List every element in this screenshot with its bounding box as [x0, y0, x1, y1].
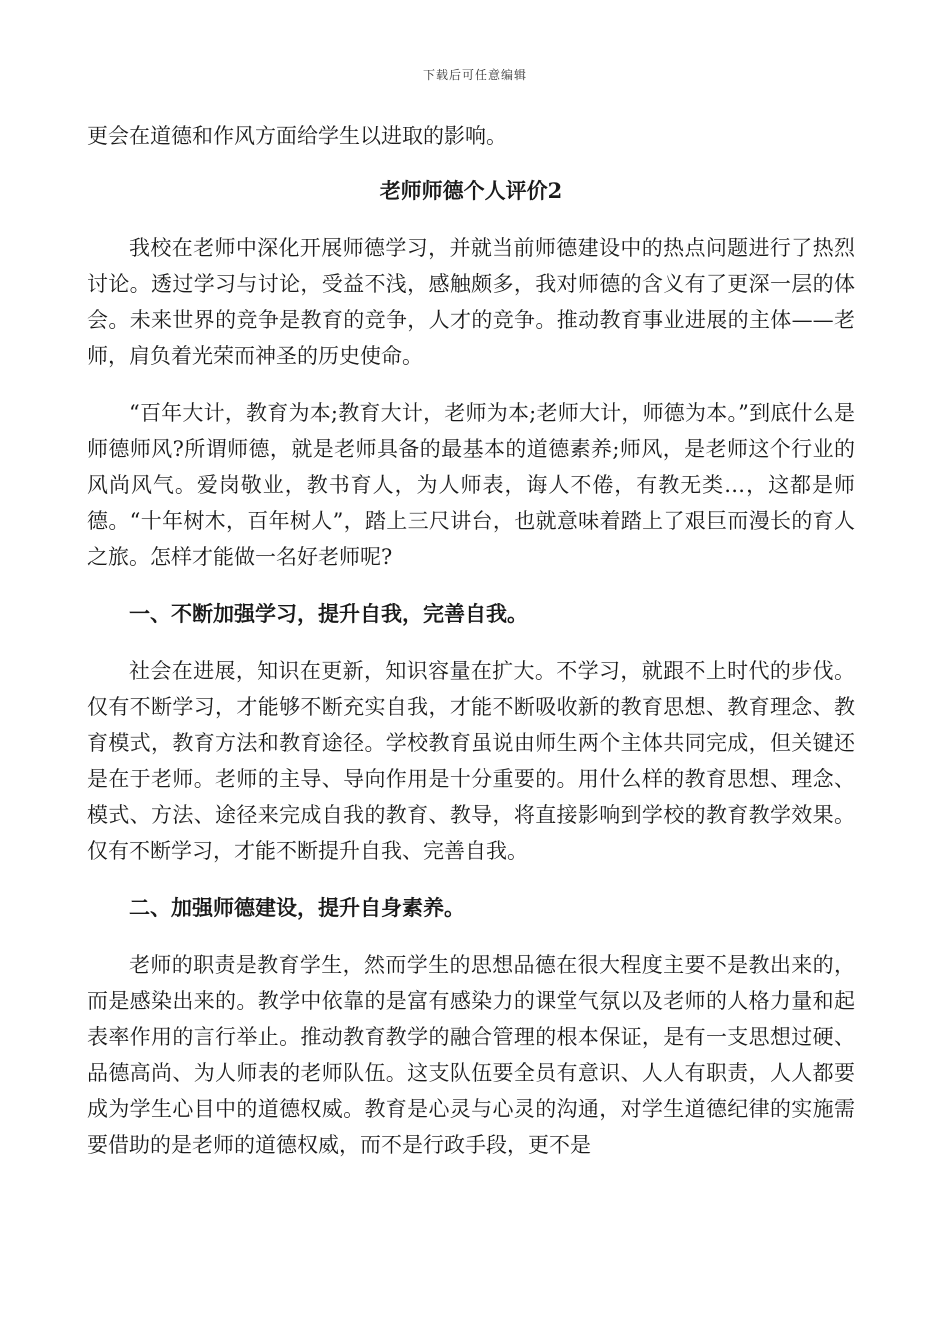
section-heading: 二、加强师德建设，提升自身素养。 — [129, 895, 465, 920]
section-heading: 一、不断加强学习，提升自我，完善自我。 — [129, 601, 528, 626]
document-title: 老师师德个人评价2 — [379, 178, 563, 203]
document-body — [87, 118, 855, 1163]
paragraph: 老师的职责是教育学生，然而学生的思想品德在很大程度主要不是教出来的，而是感染出来的。教学中依靠的是富有感染力的课堂气氛以及老师的人格力量和起表率作用的言行举止。推动教育教学的融合管理的根本保证，是有一支思想过硬、品德高尚、为人师表的老师队伍。这支队伍要全员有意识、人人有职责，人人都要成为学生心目中的道德权威。教育是心灵与心灵的沟通，对学生道德纪律的实施需要借助的是老师的道德权威，而不是行政手段，更不是 — [87, 953, 855, 1157]
paragraph: 社会在进展，知识在更新，知识容量在扩大。不学习，就跟不上时代的步伐。仅有不断学习，才能够不断充实自我，才能不断吸收新的教育思想、教育理念、教育模式，教育方法和教育途径。学校教育虽说由师生两个主体共同完成，但关键还是在于老师。老师的主导、导向作用是十分重要的。用什么样的教育思想、理念、模式、方法、途径来完成自我的教育、教导，将直接影响到学校的教育教学效果。仅有不断学习，才能不断提升自我、完善自我。 — [87, 659, 855, 863]
lead-line: 更会在道德和作风方面给学生以进取的影响。 — [87, 124, 507, 148]
paragraph: “百年大计，教育为本;教育大计，老师为本;老师大计，师德为本。”到底什么是师德师风?所谓师德，就是老师具备的最基本的道德素养;师风，是老师这个行业的风尚风气。爱岗敬业，教书育人，为人师表，诲人不倦，有教无类…，这都是师德。“十年树木，百年树人”，踏上三尺讲台，也就意味着踏上了艰巨而漫长的育人之旅。怎样才能做一名好老师呢? — [87, 401, 855, 569]
paragraph: 我校在老师中深化开展师德学习，并就当前师德建设中的热点问题进行了热烈讨论。透过学习与讨论，受益不浅，感触颇多，我对师德的含义有了更深一层的体会。未来世界的竞争是教育的竞争，人才的竞争。推动教育事业进展的主体——老师，肩负着光荣而神圣的历史使命。 — [87, 236, 855, 368]
page-header-note: 下载后可任意编辑 — [422, 68, 527, 82]
